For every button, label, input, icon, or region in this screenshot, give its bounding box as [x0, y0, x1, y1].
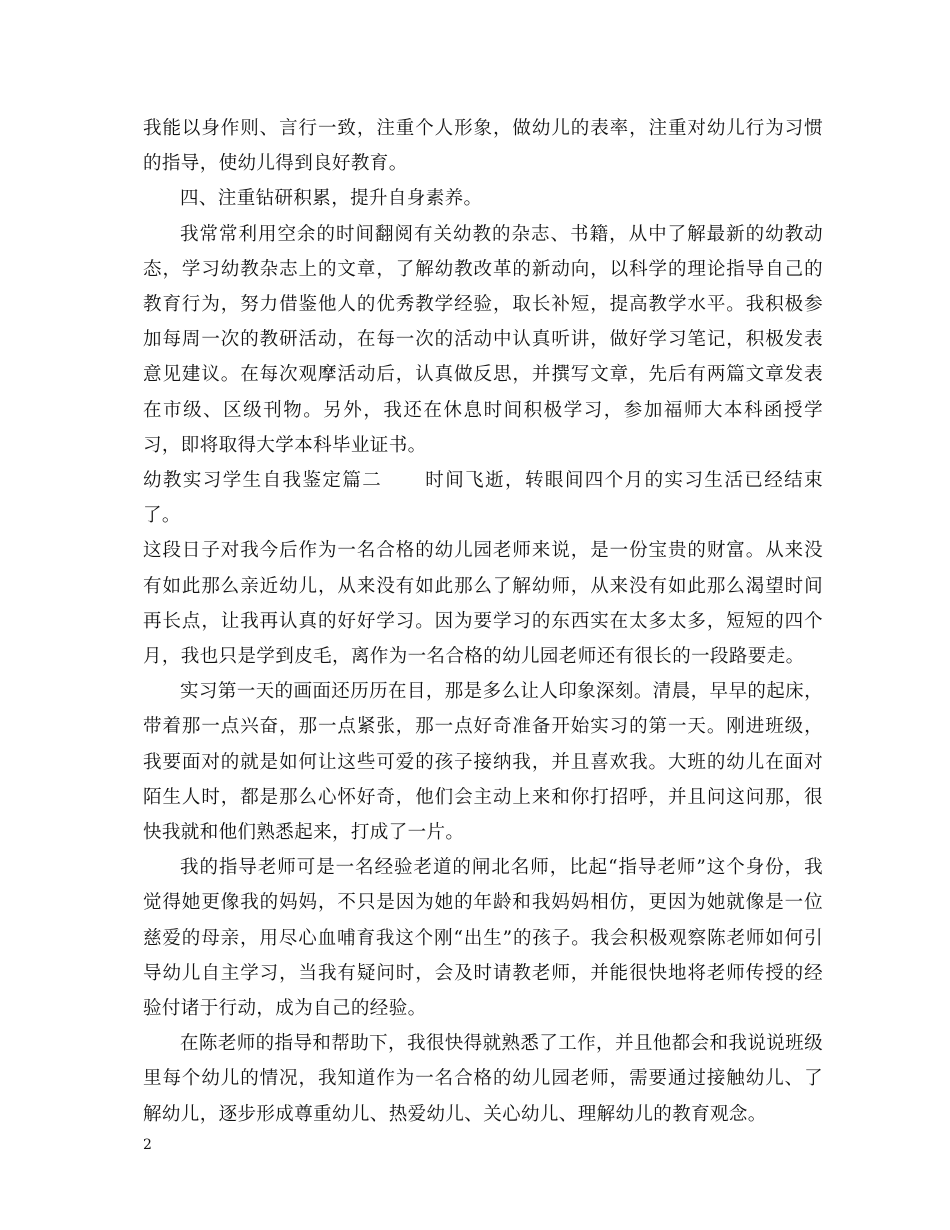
section-four-title: 四、注重钻研积累，提升自身素养。: [180, 188, 483, 210]
section-heading-line: [143, 463, 823, 533]
paragraph: 这段日子对我今后作为一名合格的幼儿园老师来说，是一份宝贵的财富。从来没有如此那么亲近幼儿，从来没有如此那么了解幼师，从来没有如此那么渴望时间再长点，让我再认真的好好学习。因为要学习的东西实在太多太多，短短的四个月，我也只是学到皮毛，离作为一名合格的幼儿园老师还有很长的一段路要走。: [143, 540, 823, 668]
section-heading-title: 幼教实习学生自我鉴定篇二: [143, 470, 383, 492]
document-body: [143, 111, 823, 1132]
paragraph: 我常常利用空余的时间翻阅有关幼教的杂志、书籍，从中了解最新的幼教动态，学习幼教杂志上的文章，了解幼教改革的新动向，以科学的理论指导自己的教育行为，努力借鉴他人的优秀教学经验，取长补短，提高教学水平。我积极参加每周一次的教研活动，在每一次的活动中认真听讲，做好学习笔记，积极发表意见建议。在每次观摩活动后，认真做反思，并撰写文章，先后有两篇文章发表在市级、区级刊物。另外，我还在休息时间积极学习，参加福师大本科函授学习，即将取得大学本科毕业证书。: [143, 223, 823, 456]
paragraph: 在陈老师的指导和帮助下，我很快得就熟悉了工作，并且他都会和我说说班级里每个幼儿的情况，我知道作为一名合格的幼儿园老师，需要通过接触幼儿、了解幼儿，逐步形成尊重幼儿、热爱幼儿、关心幼儿、理解幼儿的教育观念。: [143, 1033, 823, 1125]
paragraph: 我能以身作则、言行一致，注重个人形象，做幼儿的表率，注重对幼儿行为习惯的指导，使幼儿得到良好教育。: [143, 118, 823, 175]
section-lead-text: 时间飞逝，转眼间四个月的实习生活已经结束了。: [143, 470, 823, 527]
page-number: 2: [143, 1137, 152, 1153]
paragraph: 实习第一天的画面还历历在目，那是多么让人印象深刻。清晨，早早的起床，带着那一点兴奋，那一点紧张，那一点好奇准备开始实习的第一天。刚进班级，我要面对的就是如何让这些可爱的孩子接纳我，并且喜欢我。大班的幼儿在面对陌生人时，都是那么心怀好奇，他们会主动上来和你打招呼，并且问这问那，很快我就和他们熟悉起来，打成了一片。: [143, 681, 823, 844]
paragraph: 我的指导老师可是一名经验老道的闸北名师，比起“指导老师”这个身份，我觉得她更像我的妈妈，不只是因为她的年龄和我妈妈相仿，更因为她就像是一位慈爱的母亲，用尽心血哺育我这个刚“出生”的孩子。我会积极观察陈老师如何引导幼儿自主学习，当我有疑问时，会及时请教老师，并能很快地将老师传授的经验付诸于行动，成为自己的经验。: [143, 857, 823, 1020]
